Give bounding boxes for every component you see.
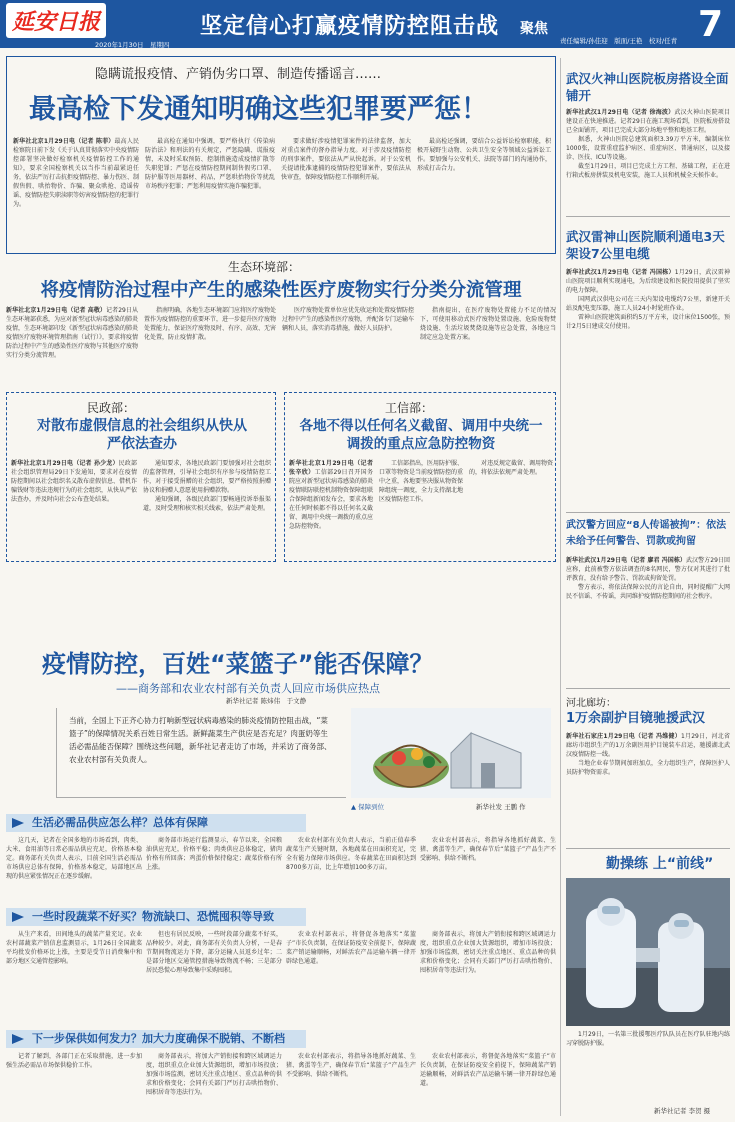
paragraph: 警方表示，将依法保障公民的言论自由，同时提醒广大网民不信谣、不传谣，共同维护疫情防控期间的社会秩序。 — [566, 584, 730, 600]
section-band-1: 生活必需品供应怎么样？总体有保障 — [6, 814, 306, 832]
paragraph: 工信部29日召开国务院应对新型冠状病毒感染的肺炎疫情联防联控机制物资保障组联合保障组新闻发布会，要求各地在任何时候都不得以任何名义截留、调用中央统一调拨的重点应急防控物资。 — [289, 469, 373, 530]
paragraph: 商务部表示，将加大产销衔接和跨区域调运力度，组织重点企业加大货源组织，增加市场投放；加强市场监测，密切关注重点地区、重点品种的供求和价格变化；会同有关部门严厉打击哄抬物价、囤积居奇等违法行为。 — [146, 1053, 282, 1096]
rule — [566, 512, 730, 513]
paragraph: 记者29日从生态环境部获悉，为应对新型冠状病毒感染的肺炎疫情，生态环境部印发《新型冠状病毒感染的肺炎疫情医疗废物环境管理指南（试行）》，要求将疫情防治过程中产生的感染性医疗废物与其他医疗废物实行分类分流管理。 — [6, 307, 138, 359]
feature-subtitle: ——商务部和农业农村部有关负责人回应市场供应热点 — [116, 682, 380, 695]
story-medical-waste — [6, 256, 556, 368]
story-miit — [284, 392, 556, 562]
paragraph: 要求做好涉疫情犯罪案件的法律监督，加大对重点案件的督办指导力度。对于涉及疫情防控的刑事案件，要依法从严从快起诉。对于公安机关提请批准逮捕的疫情防控犯罪案件，要依法从快审查，保障疫情防控工作顺利开展。 — [281, 138, 411, 181]
feature-lead: 当前，全国上下正齐心协力打响新型冠状病毒感染的肺炎疫情防控阻击战，“菜篮子”的保障情况关系百姓日常生活。新鲜蔬菜生产供应是否充足？肉蛋奶等生活必需品能否保障？围绕这些问题，新华社记者走访了市场，并采访了商务部、农业农村部有关负责人。 — [69, 716, 332, 764]
paragraph: 农业农村部有关负责人表示，当前正值春季蔬菜生产关键时期，各地蔬菜在田面积充足，完全有能力保障市场供应。冬春蔬菜在田面积达到8700多万亩，比上年增加100多万亩。 — [286, 837, 416, 871]
photo-credit: 新华社记者 李贺 摄 — [654, 1107, 711, 1115]
story-byline: 新华社武汉1月29日电（记者 冯国栋） — [566, 269, 675, 276]
paragraph: 据悉，火神山医院总建筑面积3.39万平方米，编制床位1000张，设置重症监护病区、重症病区、普通病区，以及接诊、医技、ICU等设施。 — [566, 136, 730, 161]
paragraph: 武汉警方29日回应称，此前被警方依法调查的8名网民，警方仅对其进行了批评教育，没有给予警告、罚款或拘留处罚。 — [566, 557, 730, 582]
paragraph: 农业农村部表示，将指导各地抓好蔬菜、生猪、禽蛋等生产，确保春节后“菜篮子”产品生产不受影响、供给不断档。 — [420, 837, 556, 862]
story-headline: 武汉火神山医院板房搭设全面铺开 — [566, 71, 729, 103]
newspaper-logo: 延安日报 — [6, 3, 106, 38]
paragraph: 通知要求，各地民政部门要加强对社会组织的监督管理，引导社会组织有序参与疫情防控工作，对于接受捐赠的社会组织，要严格按照捐赠协议和捐赠人意愿使用捐赠款物。 — [143, 460, 271, 494]
story-byline: 新华社石家庄1月29日电（记者 冯维健） — [566, 733, 681, 740]
photo-caption: 1月29日，一名第三批援鄂医疗队队员在医疗队驻地内练习穿脱防护服。 — [566, 1031, 730, 1047]
photo-caption: ▲ 保障到位 — [351, 803, 385, 811]
paragraph: 通知强调，各级民政部门要畅通投诉举报渠道，及时受理和核实相关线索，依法严肃处理。 — [143, 496, 271, 512]
section-band-2: 一些时段蔬菜不好买？物流缺口、恐慌囤积等导致 — [6, 908, 306, 926]
feature-photo — [351, 708, 551, 798]
feature-food-supply — [6, 568, 556, 1118]
issue-date: 2020年1月30日 星期四 — [95, 41, 170, 49]
paragraph: 商务部市场运行监测显示，春节以来，全国粮油供应充足，价格平稳；肉类供应总体稳定，猪肉价格有所回落；鸡蛋价格保持稳定；蔬菜价格有所上涨。 — [146, 837, 282, 871]
paragraph: 但也有居民反映，一些时段部分蔬菜不好买，品种较少。对此，商务部有关负责人分析，一是春节期间物流运力下降，部分运输人员返乡过年；二是部分地区交通管控措施导致物流不畅；三是部分居民恐慌心理导致集中采购囤积。 — [146, 931, 282, 974]
story-byline: 新华社北京1月29日电（记者 陈菲） — [13, 138, 115, 145]
photo-credit: 新华社发 王鹏 作 — [476, 803, 526, 811]
column-divider — [560, 58, 561, 1116]
rule — [566, 848, 730, 849]
paragraph: 农业农村部表示，将督促各地落实“菜篮子”市长负责制，在保证防疫安全前提下，保障蔬菜产销运输顺畅，对鲜活农产品运输车辆一律开辟绿色通道。 — [420, 1053, 556, 1087]
rule — [566, 216, 730, 217]
story-headline: 1万余副护目镜驰援武汉 — [566, 711, 706, 726]
paragraph: 国网武汉供电公司在三天内架设电缆约7公里，新建开关站及配电变压器，施工人员24小时轮班作业。 — [566, 296, 730, 312]
paragraph: 商务部表示，将加大产销衔接和跨区域调运力度，组织重点企业加大货源组织，增加市场投放；加强市场监测，密切关注重点地区、重点品种的供求和价格变化；会同有关部门严厉打击哄抬物价、囤积居奇等违法行为。 — [420, 931, 556, 974]
story-headline: 武汉雷神山医院顺利通电3天架设7公里电缆 — [566, 229, 725, 261]
story-byline: 新华社北京1月29日电（记者 张辛欣） — [289, 460, 373, 476]
story-kicker: 生态环境部： — [228, 260, 301, 274]
paragraph: 雷神山医院建筑面积约5万平方米，设计床位1500张，预计2月5日建成交付使用。 — [566, 314, 730, 330]
paragraph: 最高人民检察院日前下发《关于认真贯彻落实中央疫情防控部署坚决做好检察机关疫情防控工作的通知》，要求全国检察机关以当作当前最紧迫任务，依法严厉打击抗拒疫情防控、暴力伤医、制假售假、哄抬物价、诈骗、聚众哄抢、造谣传谣、疫情防控失职渎职等妨害疫情防控的犯罪行为。 — [13, 138, 140, 208]
story-kicker: 民政部： — [87, 401, 136, 415]
training-photo — [566, 878, 730, 1026]
story-kicker: 河北廊坊： — [566, 698, 616, 709]
rule — [566, 688, 730, 689]
story-headline: 各地不得以任何名义截留、调用中央统一调拨的重点应急防控物资 — [299, 418, 543, 452]
paragraph: 工信部指出，医用防护服、口罩等物资是当前疫情防控的重中之重，各地要坚决服从物资保障组统一调度，全力支持湖北地区疫情防控工作。 — [379, 460, 463, 503]
paragraph: 农业农村部表示，将督促各地落实“菜篮子”市长负责制，在保证防疫安全前提下，保障蔬菜产销运输顺畅，对鲜活农产品运输车辆一律开辟绿色通道。 — [286, 931, 416, 965]
story-byline: 新华社北京1月29日电（记者 高敬） — [6, 307, 107, 314]
story-kicker: 工信部： — [385, 401, 434, 415]
page-slogan: 坚定信心打赢疫情防控阻击战 — [200, 14, 500, 39]
paragraph: 1月29日，河北省廊坊市组织生产的1万余副医用护目镜装车启运，驰援湖北武汉疫情防控一线。 — [566, 733, 730, 758]
right-column — [566, 56, 730, 1118]
paragraph: 指南提出，在医疗废物处置能力不足的情况下，可使用移动式医疗废物处置设施、危险废物焚烧设施、生活垃圾焚烧设施等应急处置，各地应当制定应急处置方案。 — [420, 307, 556, 341]
paragraph: 这几天，记者在全国多地的市场看到，肉类、大米、食用油等日常必需品供应充足，价格基本稳定。商务部有关负责人表示，目前全国生活必需品市场供应总体有保障，价格基本稳定，局部地区出现的供应紧张情况正在逐步缓解。 — [6, 837, 142, 880]
lead-box — [56, 708, 346, 798]
story-headline: 将疫情防治过程中产生的感染性医疗废物实行分类分流管理 — [40, 280, 522, 301]
page-number: 7 — [697, 4, 723, 45]
paragraph: 当地企业春节期间加班加点，全力组织生产，保障医护人员防护物资需求。 — [566, 760, 730, 776]
story-kicker: 隐瞒谎报疫情、产销伪劣口罩、制造传播谣言…… — [95, 67, 382, 82]
editor-credits: 责任编辑/孙佳迎 版面/王艳 校对/任青 — [560, 37, 678, 45]
story-civil-affairs — [6, 392, 276, 562]
paragraph: 1月29日，武汉雷神山医院项目顺利实现通电，为后续建设和医院投用提供了坚实的电力保障。 — [566, 269, 730, 294]
story-prosecutors — [6, 56, 556, 254]
paragraph: 最高检还强调，要结合公益诉讼检察职能，积极开展野生动物、公共卫生安全等领域公益诉讼工作。要加强与公安机关、法院等部门的沟通协作，形成打击合力。 — [417, 138, 551, 172]
section-band-3: 下一步保供如何发力？加大力度确保不脱销、不断档 — [6, 1030, 306, 1048]
paragraph: 记者了解到，各部门正在采取措施，进一步加强生活必需品市场保供稳价工作。 — [6, 1053, 142, 1069]
paragraph: 农业农村部表示，将指导各地抓好蔬菜、生猪、禽蛋等生产，确保春节后“菜篮子”产品生产不受影响、供给不断档。 — [286, 1053, 416, 1078]
feature-byline: 新华社记者 陈炜伟 于文静 — [226, 697, 307, 705]
story-headline: 勤操练 上“前线” — [606, 856, 714, 872]
paragraph: 从生产来看，田间地头的蔬菜产量充足。农业农村部蔬菜产销信息监测显示，1月26日全国蔬菜平均批发价格环比上涨，主要是受节日消费集中和部分地区交通管控影响。 — [6, 931, 142, 965]
story-headline: 对散布虚假信息的社会组织从快从严依法查办 — [37, 418, 247, 452]
feature-headline: 疫情防控，百姓“菜篮子”能否保障？ — [42, 650, 434, 678]
paragraph: 对违反规定截留、调用物资的，将依法依规严肃处理。 — [469, 460, 553, 476]
section-label: 聚焦 — [520, 21, 548, 37]
paragraph: 武汉火神山医院项目建设正在快速推进。记者29日在施工现场看到，医院板房搭设已全面铺开，项目已完成大部分场地平整和地基工程。 — [566, 109, 730, 134]
story-byline: 新华社北京1月29日电（记者 孙少龙） — [11, 460, 119, 467]
shopping-basket-illustration — [351, 708, 551, 798]
story-byline: 新华社武汉1月29日电（记者 廖君 冯国栋） — [566, 557, 686, 564]
paragraph: 民政部社会组织管理局29日下发通知，要求对在疫情防控期间以社会组织名义散布虚假信息、借机诈骗钱财等违法违规行为的社会组织，从快从严依法查办，并及时向社会公布查处结果。 — [11, 460, 137, 503]
story-headline: 最高检下发通知明确这些犯罪要严惩！ — [29, 94, 488, 125]
paragraph: 指南明确，各地生态环境部门应将医疗废物处置作为疫情防控的重要环节，进一步提升医疗废物处置能力，保证医疗废物及时、有序、高效、无害化处置，防止疫情扩散。 — [144, 307, 276, 341]
story-headline: 武汉警方回应“8人传谣被拘”：依法未给予任何警告、罚款或拘留 — [566, 520, 727, 547]
medical-team-photo — [566, 878, 730, 1026]
paragraph: 医疗废物处置单位应优先收运和处置疫情防控过程中产生的感染性医疗废物，并配备专门运输车辆和人员，落实消毒措施，做好人员防护。 — [282, 307, 414, 332]
paragraph: 截至1月29日，项目已完成土方工程、基础工程，正在进行箱式板房拼装及机电安装，施工人员和机械全天候作业。 — [566, 163, 730, 179]
story-byline: 新华社武汉1月29日电（记者 徐海波） — [566, 109, 675, 116]
paragraph: 最高检在通知中强调，要严格执行《传染病防治法》和刑法的有关规定，严惩隐瞒、谎报疫情，未及时采取预防、控制措施造成疫情扩散等失职犯罪；严惩在疫情防控期间制售假劣口罩、防护服等医用器材、药品，严惩哄抬物价等扰乱市场秩序犯罪；严惩利用疫情实施诈骗犯罪。 — [145, 138, 275, 190]
